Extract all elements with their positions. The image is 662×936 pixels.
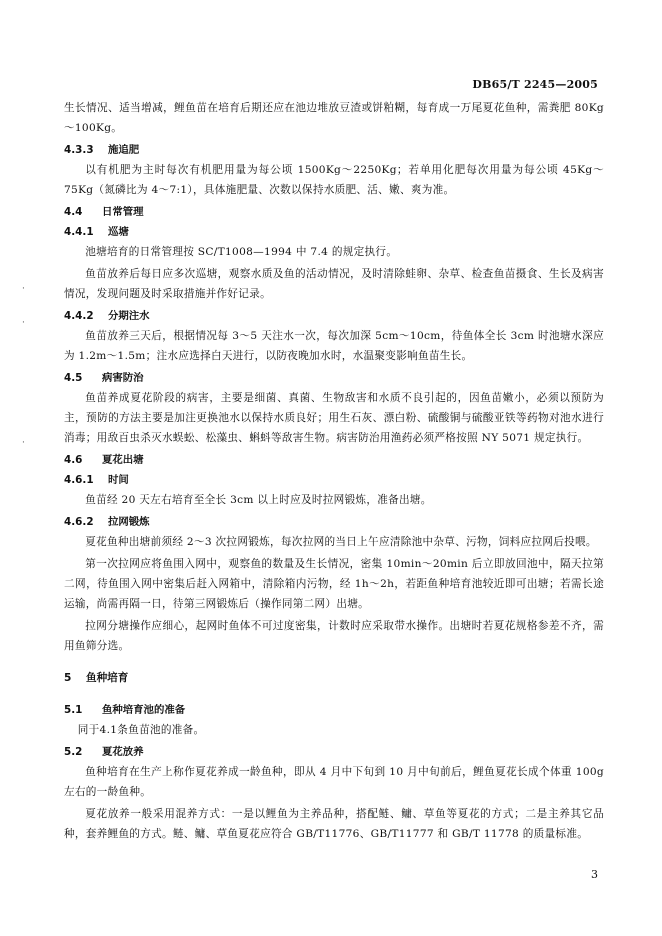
section-title: 拉网锻炼: [108, 516, 150, 528]
section-title: 分期注水: [108, 310, 150, 322]
section-title: 时间: [108, 474, 129, 486]
section-heading-4-4-2: [64, 306, 604, 326]
section-heading-4-6-2: [64, 512, 604, 532]
paragraph: 生长情况、适当增减，鲤鱼苗在培育后期还应在池边堆放豆渣或饼粕糊，每育成一万尾夏花鱼种，需粪肥 80Kg～100Kg。: [64, 102, 604, 134]
paragraph: 鱼苗放养后每日应多次巡塘，观察水质及鱼的活动情况，及时清除蛙卵、杂草、检查鱼苗摄食、生长及病害情况，发现问题及时采取措施并作好记录。: [64, 268, 604, 300]
section-heading-5-2: [64, 742, 604, 762]
section-number: 4.5: [64, 372, 83, 384]
section-title: 鱼种培育池的准备: [102, 704, 186, 716]
paragraph: 夏花放养一般采用混养方式：一是以鲤鱼为主养品种，搭配鲢、鳙、草鱼等夏花的方式；二是主养其它品种，套养鲤鱼的方式。鲢、鳙、草鱼夏花应符合 GB/T11776、GB/T11777 和 GB/T 11778 的质量标准。: [64, 808, 604, 840]
section-heading-4-3-3: [64, 140, 604, 160]
page-number: 3: [591, 868, 598, 881]
section-number: 4.4: [64, 206, 83, 218]
section-heading-5-1: [64, 700, 604, 720]
section-title: 施追肥: [108, 144, 140, 156]
section-number: 4.6.1: [64, 474, 94, 486]
chapter-heading-5: [64, 668, 604, 688]
section-title: 夏花出塘: [102, 454, 144, 466]
paragraph: 拉网分塘操作应细心，起网时鱼体不可过度密集，计数时应采取带水操作。出塘时若夏花规格参差不齐，需用鱼筛分选。: [64, 620, 604, 652]
section-number: 4.6.2: [64, 516, 94, 528]
section-heading-4-5: [64, 368, 604, 388]
section-heading-4-4: [64, 202, 604, 222]
document-id: DB65/T 2245—2005: [472, 78, 598, 91]
section-title: 巡塘: [108, 226, 129, 238]
paragraph: 池塘培育的日常管理按 SC/T1008—1994 中 7.4 的规定执行。: [85, 246, 398, 258]
section-heading-4-6: [64, 450, 604, 470]
paragraph: 夏花鱼种出塘前须经 2～3 次拉网锻炼，每次拉网的当日上午应清除池中杂草、污物，饲料应拉网后投喂。: [85, 536, 597, 548]
document-body: [64, 98, 604, 846]
paragraph: 以有机肥为主时每次有机肥用量为每公顷 1500Kg～2250Kg；若单用化肥每次用量为每公顷 45Kg～75Kg（氮磷比为 4～7:1），具体施肥量、次数以保持水质肥、活、嫩、爽为准。: [64, 164, 604, 196]
paragraph: 鱼苗放养三天后，根据情况每 3～5 天注水一次，每次加深 5cm～10cm，待鱼体全长 3cm 时池塘水深应为 1.2m～1.5m；注水应选择白天进行，以防夜晚加水时，水温聚变影响鱼苗生长。: [64, 330, 604, 362]
section-number: 5.1: [64, 704, 83, 716]
scan-speck: ·: [22, 284, 25, 294]
scan-speck: ·: [22, 318, 25, 328]
section-title: 鱼种培育: [86, 672, 129, 684]
section-number: 5.2: [64, 746, 83, 758]
scan-speck: ·: [22, 438, 25, 448]
section-heading-4-4-1: [64, 222, 604, 242]
paragraph: 鱼种培育在生产上称作夏花养成一龄鱼种，即从 4 月中下旬到 10 月中旬前后，鲤鱼夏花长成个体重 100g 左右的一龄鱼种。: [64, 766, 604, 798]
section-number: 4.4.1: [64, 226, 94, 238]
section-number: 5: [64, 672, 72, 684]
paragraph: 同于4.1条鱼苗池的准备。: [77, 724, 205, 736]
section-number: 4.6: [64, 454, 83, 466]
section-title: 病害防治: [102, 372, 144, 384]
section-number: 4.3.3: [64, 144, 94, 156]
paragraph: 第一次拉网应将鱼围入网中，观察鱼的数量及生长情况，密集 10min～20min 后立即放回池中，隔天拉第二网，待鱼围入网中密集后赶入网箱中，清除箱内污物，经 1h～2h，若距鱼种培育池较近即可出塘；若需长途运输，尚需再隔一日，待第三网锻炼后（操作同第二网）出塘。: [64, 558, 604, 610]
paragraph: 鱼苗养成夏花阶段的病害，主要是细菌、真菌、生物敌害和水质不良引起的，因鱼苗嫩小，必须以预防为主，预防的方法主要是加注更换池水以保持水质良好；用生石灰、漂白粉、硫酸铜与硫酸亚铁等药物对池水进行消毒；用敌百虫杀灭水蜈蚣、松藻虫、蝌蚪等敌害生物。病害防治用渔药必须严格按照 NY 5071 规定执行。: [64, 392, 604, 444]
section-title: 夏花放养: [102, 746, 144, 758]
section-title: 日常管理: [102, 206, 144, 218]
paragraph: 鱼苗经 20 天左右培育至全长 3cm 以上时应及时拉网锻炼，准备出塘。: [85, 494, 432, 506]
section-number: 4.4.2: [64, 310, 94, 322]
section-heading-4-6-1: [64, 470, 604, 490]
